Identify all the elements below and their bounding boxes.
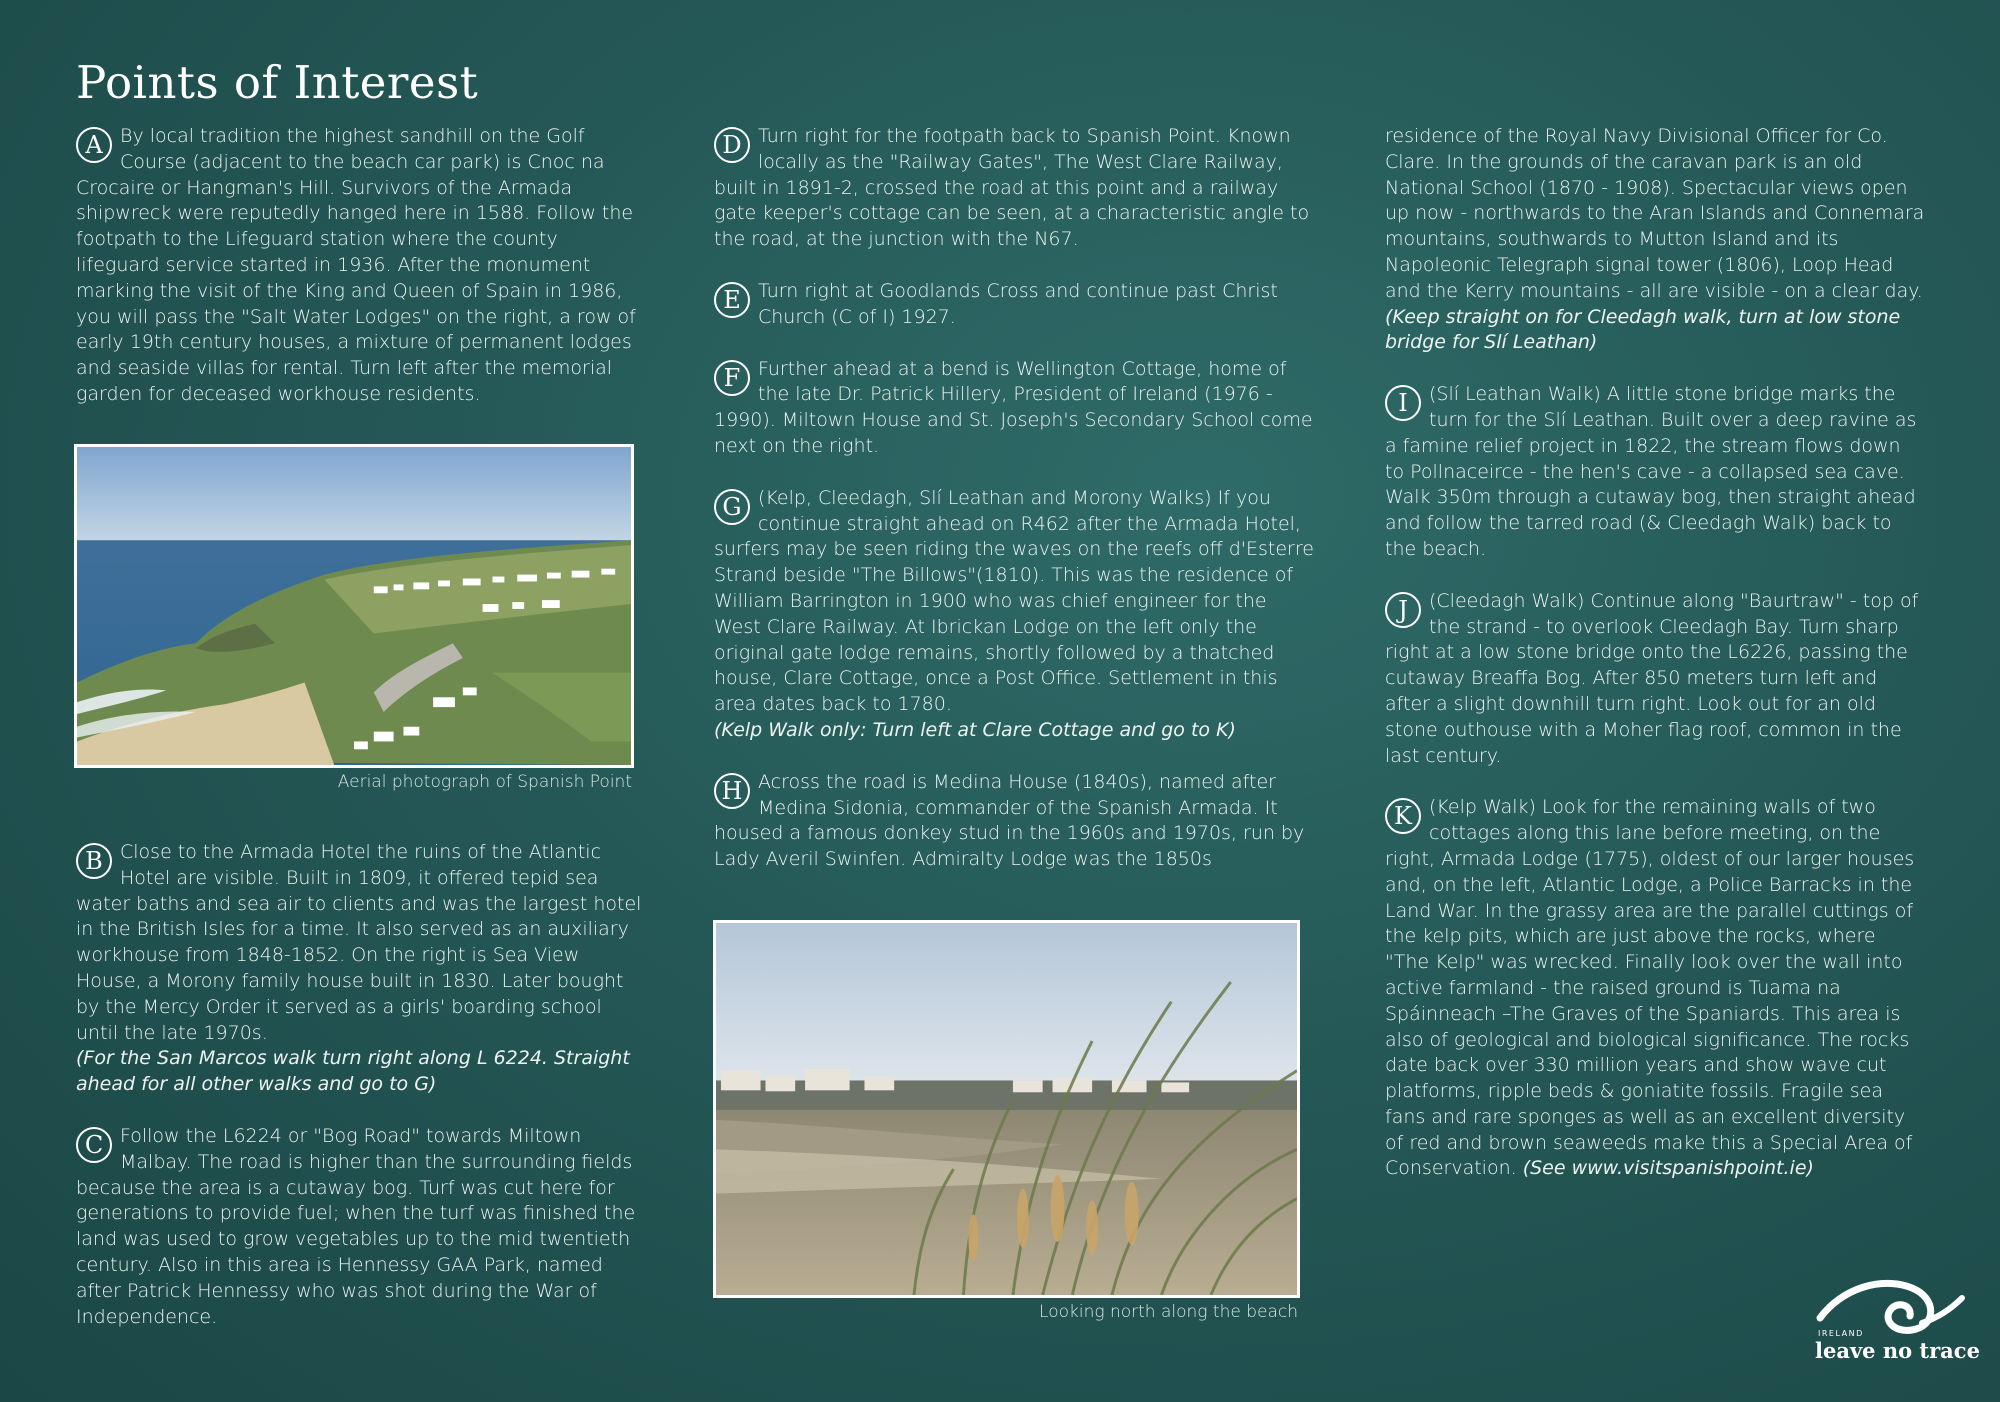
point-k-marker: K: [1385, 798, 1421, 834]
point-g-note: (Kelp Walk only: Turn left at Clare Cottage and go to K): [714, 718, 1236, 741]
point-h: [714, 770, 1314, 873]
point-a-text: By local tradition the highest sandhill on the Golf Course (adjacent to the beach car park) is Cnoc na Crocaire or Hangman's Hill. Survivors of the Armada shipwreck were reputedly hanged here in 1588. Follow the footpath to the Lifeguard station where the county lifeguard service started in 1936. After the monument marking the visit of the King and Queen of Spain in 1986, you will pass the "Salt Water Lodges" on the right, a row of early 19th century houses, a mixture of permanent lodges and seaside villas for rental. Turn left after the memorial garden for deceased workhouse residents.: [76, 125, 636, 405]
point-h-continued-text: residence of the Royal Navy Divisional Officer for Co. Clare. In the grounds of the caravan park is an old National School (1870 - 1908). Spectacular views open up now - northwards to the Aran Islands and Connemara mountains, southwards to Mutton Island and its Napoleonic Telegraph signal tower (1806), Loop Head and the Kerry mountains - all are visible - on a clear day.: [1385, 125, 1925, 302]
point-b: [76, 840, 646, 1098]
logo-ireland-text: IRELAND: [1818, 1329, 1864, 1338]
point-j: [1385, 589, 1925, 770]
point-b-note: (For the San Marcos walk turn right along L 6224. Straight ahead for all other walks and go to G): [76, 1047, 630, 1096]
page-title: Points of Interest: [76, 56, 479, 109]
point-f: [714, 357, 1314, 460]
point-c-text: Follow the L6224 or "Bog Road" towards Miltown Malbay. The road is higher than the surrounding fields because the area is a cutaway bog. Turf was cut here for generations to provide fuel; when the turf was finished the land was used to grow vegetables up to the mid twentieth century. Also in this area is Hennessy GAA Park, named after Patrick Hennessy who was shot during the War of Independence.: [76, 1124, 636, 1328]
point-k-text: (Kelp Walk) Look for the remaining walls of two cottages along this lane before meeting, on the right, Armada Lodge (1775), oldest of our larger houses and, on the left, Atlantic Lodge, a Police Barracks in the Land War. In the grassy area are the parallel cuttings of the kelp pits, which are just above the rocks, where "The Kelp" was wrecked. Finally look over the wall into active farmland - the raised ground is Tuama na Spáinneach –The Graves of the Spaniards. This area is also of geological and biological significance. The rocks date back over 330 million years and show wave cut platforms, ripple beds & goniatite fossils. Fragile sea fans and rare sponges as well as an excellent diversity of red and brown seaweeds make this a Special Area of Conservation.: [1385, 796, 1915, 1180]
point-f-text: Further ahead at a bend is Wellington Cottage, home of the late Dr. Patrick Hillery, President of Ireland (1976 - 1990). Miltown House and St. Joseph's Secondary School come next on the right.: [714, 357, 1313, 457]
point-c-marker: C: [76, 1127, 112, 1163]
aerial-photo-caption: Aerial photograph of Spanish Point: [337, 772, 632, 792]
point-d-marker: D: [714, 127, 750, 163]
point-i-marker: I: [1385, 385, 1421, 421]
aerial-photo: [74, 444, 634, 768]
point-i-text: (Slí Leathan Walk) A little stone bridge marks the turn for the Slí Leathan. Built over a deep ravine as a famine relief project in 1822, the stream flows down to Pollnaceirce - the hen's cave - a collapsed sea cave. Walk 350m through a cutaway bog, then straight ahead and follow the tarred road (& Cleedagh Walk) back to the beach.: [1385, 383, 1917, 560]
point-d: [714, 124, 1314, 253]
point-f-marker: F: [714, 360, 750, 396]
column-right: [1385, 124, 1925, 1208]
beach-photo-caption: Looking north along the beach: [1039, 1302, 1298, 1322]
column-left-lower: [76, 840, 646, 1356]
point-j-marker: J: [1385, 592, 1421, 628]
point-b-marker: B: [76, 843, 112, 879]
point-c: [76, 1124, 646, 1330]
point-g: [714, 486, 1314, 744]
point-b-text: Close to the Armada Hotel the ruins of the Atlantic Hotel are visible. Built in 1809, it offered tepid sea water baths and sea air to clients and was the largest hotel in the British Isles for a time. It also served as an auxiliary workhouse from 1848-1852. On the right is Sea View House, a Morony family house built in 1830. Later bought by the Mercy Order it served as a girls' boarding school until the late 1970s.: [76, 841, 642, 1044]
point-g-text: (Kelp, Cleedagh, Slí Leathan and Morony Walks) If you continue straight ahead on R462 after the Armada Hotel, surfers may be seen riding the waves on the reefs off d'Esterre Strand beside "The Billows"(1810). This was the residence of William Barrington in 1900 who was chief engineer for the West Clare Railway. At Ibrickan Lodge on the left only the original gate lodge remains, shortly followed by a thatched house, Clare Cottage, once a Post Office. Settlement in this area dates back to 1780.: [714, 486, 1314, 716]
point-h-continued: [1385, 124, 1925, 356]
point-g-marker: G: [714, 489, 750, 525]
point-h-text: Across the road is Medina House (1840s), named after Medina Sidonia, commander of the Spanish Armada. It housed a famous donkey stud in the 1960s and 1970s, run by Lady Averil Swinfen. Admiralty Lodge was the 1850s: [714, 770, 1305, 871]
point-k: [1385, 795, 1925, 1182]
beach-photo: [713, 920, 1300, 1298]
point-a-marker: A: [76, 127, 112, 163]
point-d-text: Turn right for the footpath back to Spanish Point. Known locally as the "Railway Gates", The West Clare Railway, built in 1891-2, crossed the road at this point and a railway gate keeper's cottage can be seen, at a characteristic angle to the road, at the junction with the N67.: [714, 125, 1310, 251]
point-i: [1385, 382, 1925, 563]
spiral-icon: [1812, 1268, 1972, 1338]
point-a: [76, 124, 646, 408]
point-e-marker: E: [714, 282, 750, 318]
point-e-text: Turn right at Goodlands Cross and continue past Christ Church (C of I) 1927.: [758, 279, 1278, 328]
column-left: [76, 124, 646, 434]
point-h-continued-note: (Keep straight on for Cleedagh walk, turn at low stone bridge for Slí Leathan): [1385, 305, 1901, 354]
column-middle: [714, 124, 1314, 899]
point-e: [714, 279, 1314, 331]
point-k-note: (See www.visitspanishpoint.ie): [1522, 1157, 1814, 1180]
point-h-marker: H: [714, 773, 750, 809]
logo-text: leave no trace: [1815, 1338, 1980, 1363]
point-j-text: (Cleedagh Walk) Continue along "Baurtraw" - top of the strand - to overlook Cleedagh Bay. Turn sharp right at a low stone bridge onto the L6226, passing the cutaway Breaffa Bog. After 850 meters turn left and after a slight downhill turn right. Look out for an old stone outhouse with a Moher flag roof, common in the last century.: [1385, 589, 1919, 767]
